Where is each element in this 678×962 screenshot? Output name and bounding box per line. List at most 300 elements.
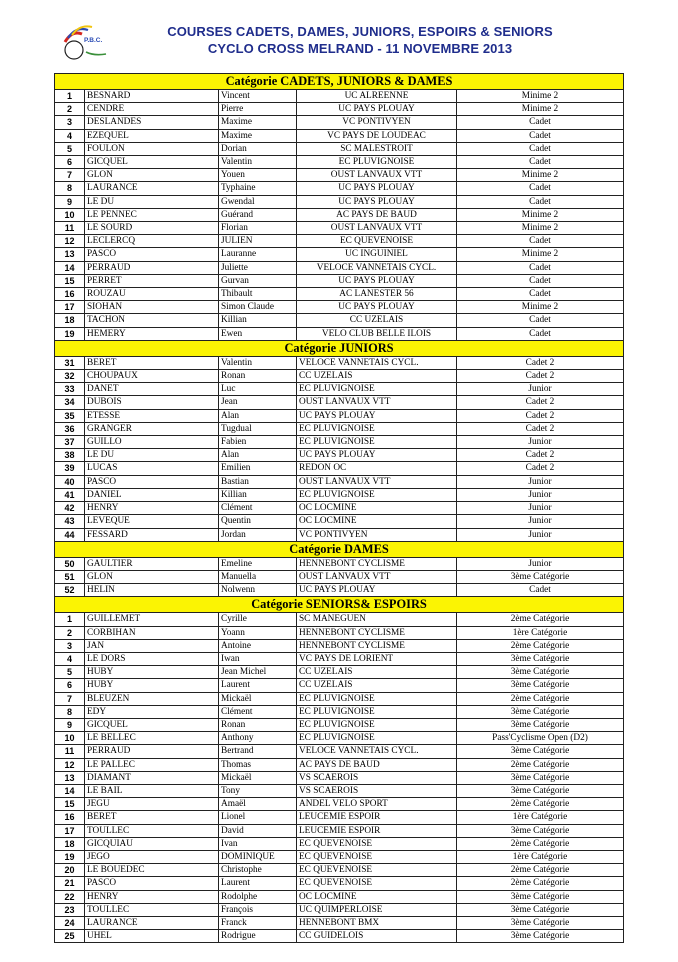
bib-number: 8 bbox=[55, 182, 85, 195]
table-row bbox=[55, 436, 624, 449]
table-row bbox=[55, 903, 624, 916]
club-name: EC PLUVIGNOISE bbox=[297, 422, 457, 435]
bib-number: 16 bbox=[55, 811, 85, 824]
table-row bbox=[55, 877, 624, 890]
table-row bbox=[55, 488, 624, 501]
club-name: VS SCAEROIS bbox=[297, 771, 457, 784]
last-name: GICQUEL bbox=[85, 156, 219, 169]
last-name: GUILLEMET bbox=[85, 613, 219, 626]
bib-number: 39 bbox=[55, 462, 85, 475]
rider-category: Junior bbox=[457, 557, 624, 570]
rider-category: Cadet bbox=[457, 261, 624, 274]
table-row bbox=[55, 475, 624, 488]
rider-category: 3ème Catégorie bbox=[457, 570, 624, 583]
first-name: Franck bbox=[219, 916, 297, 929]
club-name: EC QUEVENOISE bbox=[297, 235, 457, 248]
first-name: Jordan bbox=[219, 528, 297, 541]
bib-number: 42 bbox=[55, 502, 85, 515]
last-name: BERET bbox=[85, 356, 219, 369]
club-name: OUST LANVAUX VTT bbox=[297, 570, 457, 583]
rider-category: 3ème Catégorie bbox=[457, 784, 624, 797]
table-row bbox=[55, 705, 624, 718]
bib-number: 2 bbox=[55, 626, 85, 639]
rider-category: Pass'Cyclisme Open (D2) bbox=[457, 732, 624, 745]
rider-category: Cadet 2 bbox=[457, 449, 624, 462]
table-row bbox=[55, 261, 624, 274]
bib-number: 23 bbox=[55, 903, 85, 916]
club-name: VS SCAEROIS bbox=[297, 784, 457, 797]
table-row bbox=[55, 732, 624, 745]
table-row bbox=[55, 129, 624, 142]
last-name: PASCO bbox=[85, 248, 219, 261]
club-name: EC QUEVENOISE bbox=[297, 864, 457, 877]
bib-number: 19 bbox=[55, 850, 85, 863]
last-name: GAULTIER bbox=[85, 557, 219, 570]
table-row bbox=[55, 116, 624, 129]
table-row bbox=[55, 288, 624, 301]
rider-category: Cadet bbox=[457, 584, 624, 597]
last-name: GLON bbox=[85, 570, 219, 583]
club-name: OUST LANVAUX VTT bbox=[297, 222, 457, 235]
first-name: Pierre bbox=[219, 103, 297, 116]
rider-category: 3ème Catégorie bbox=[457, 890, 624, 903]
club-name: UC PAYS PLOUAY bbox=[297, 409, 457, 422]
club-name: VC PONTIVYEN bbox=[297, 528, 457, 541]
table-row bbox=[55, 169, 624, 182]
table-row bbox=[55, 824, 624, 837]
club-name: VC PONTIVYEN bbox=[297, 116, 457, 129]
club-name: UC QUIMPERLOISE bbox=[297, 903, 457, 916]
club-name: HENNEBONT CYCLISME bbox=[297, 639, 457, 652]
table-row bbox=[55, 208, 624, 221]
table-row bbox=[55, 370, 624, 383]
first-name: David bbox=[219, 824, 297, 837]
rider-category: 3ème Catégorie bbox=[457, 745, 624, 758]
club-name: UC PAYS PLOUAY bbox=[297, 274, 457, 287]
table-row bbox=[55, 811, 624, 824]
first-name: Valentin bbox=[219, 156, 297, 169]
first-name: Alan bbox=[219, 449, 297, 462]
rider-category: Cadet bbox=[457, 288, 624, 301]
bib-number: 17 bbox=[55, 824, 85, 837]
table-row bbox=[55, 557, 624, 570]
club-name: VC PAYS DE LOUDEAC bbox=[297, 129, 457, 142]
rider-category: Cadet bbox=[457, 129, 624, 142]
table-row bbox=[55, 502, 624, 515]
rider-category: 2ème Catégorie bbox=[457, 798, 624, 811]
rider-category: Cadet 2 bbox=[457, 356, 624, 369]
last-name: EDY bbox=[85, 705, 219, 718]
last-name: JEGO bbox=[85, 850, 219, 863]
club-name: UC PAYS PLOUAY bbox=[297, 584, 457, 597]
bib-number: 32 bbox=[55, 370, 85, 383]
first-name: Tony bbox=[219, 784, 297, 797]
club-name: EC PLUVIGNOISE bbox=[297, 383, 457, 396]
first-name: Jean bbox=[219, 396, 297, 409]
bib-number: 7 bbox=[55, 692, 85, 705]
last-name: LE BAIL bbox=[85, 784, 219, 797]
rider-category: Cadet bbox=[457, 142, 624, 155]
first-name: Bertrand bbox=[219, 745, 297, 758]
rider-category: 3ème Catégorie bbox=[457, 916, 624, 929]
bib-number: 17 bbox=[55, 301, 85, 314]
table-row bbox=[55, 864, 624, 877]
bib-number: 44 bbox=[55, 528, 85, 541]
section-header bbox=[55, 597, 624, 613]
table-row bbox=[55, 639, 624, 652]
club-name: HENNEBONT CYCLISME bbox=[297, 626, 457, 639]
rider-category: 3ème Catégorie bbox=[457, 930, 624, 943]
last-name: BESNARD bbox=[85, 90, 219, 103]
last-name: TOULLEC bbox=[85, 824, 219, 837]
first-name: Rodrigue bbox=[219, 930, 297, 943]
last-name: DUBOIS bbox=[85, 396, 219, 409]
first-name: Florian bbox=[219, 222, 297, 235]
club-name: VELOCE VANNETAIS CYCL. bbox=[297, 356, 457, 369]
table-row bbox=[55, 798, 624, 811]
first-name: Killian bbox=[219, 314, 297, 327]
rider-category: 1ère Catégorie bbox=[457, 626, 624, 639]
club-name: LEUCEMIE ESPOIR bbox=[297, 811, 457, 824]
last-name: LE BELLEC bbox=[85, 732, 219, 745]
bib-number: 13 bbox=[55, 771, 85, 784]
last-name: LE DORS bbox=[85, 652, 219, 665]
last-name: HENRY bbox=[85, 502, 219, 515]
club-name: VELOCE VANNETAIS CYCL. bbox=[297, 261, 457, 274]
rider-category: 1ère Catégorie bbox=[457, 850, 624, 863]
table-row bbox=[55, 235, 624, 248]
first-name: Ronan bbox=[219, 718, 297, 731]
first-name: Vincent bbox=[219, 90, 297, 103]
rider-category: 3ème Catégorie bbox=[457, 903, 624, 916]
last-name: LAURANCE bbox=[85, 182, 219, 195]
rider-category: 2ème Catégorie bbox=[457, 692, 624, 705]
club-name: HENNEBONT CYCLISME bbox=[297, 557, 457, 570]
club-name: UC PAYS PLOUAY bbox=[297, 195, 457, 208]
rider-category: Cadet bbox=[457, 195, 624, 208]
first-name: Ronan bbox=[219, 370, 297, 383]
first-name: Cyrille bbox=[219, 613, 297, 626]
last-name: PASCO bbox=[85, 877, 219, 890]
first-name: Mickaël bbox=[219, 771, 297, 784]
bib-number: 1 bbox=[55, 613, 85, 626]
section-header bbox=[55, 340, 624, 356]
table-row bbox=[55, 679, 624, 692]
first-name: Amaël bbox=[219, 798, 297, 811]
club-name: ANDEL VELO SPORT bbox=[297, 798, 457, 811]
document-title: COURSES CADETS, DAMES, JUNIORS, ESPOIRS & SENIORS bbox=[167, 24, 553, 39]
first-name: Guérand bbox=[219, 208, 297, 221]
table-row bbox=[55, 356, 624, 369]
last-name: HUBY bbox=[85, 666, 219, 679]
club-name: HENNEBONT BMX bbox=[297, 916, 457, 929]
last-name: ETESSE bbox=[85, 409, 219, 422]
bib-number: 4 bbox=[55, 129, 85, 142]
first-name: JULIEN bbox=[219, 235, 297, 248]
bib-number: 9 bbox=[55, 195, 85, 208]
first-name: Laurent bbox=[219, 679, 297, 692]
bib-number: 15 bbox=[55, 274, 85, 287]
bib-number: 2 bbox=[55, 103, 85, 116]
first-name: Juliette bbox=[219, 261, 297, 274]
bib-number: 15 bbox=[55, 798, 85, 811]
club-name: CC UZELAIS bbox=[297, 370, 457, 383]
first-name: Gwendal bbox=[219, 195, 297, 208]
bib-number: 38 bbox=[55, 449, 85, 462]
bib-number: 8 bbox=[55, 705, 85, 718]
rider-category: 3ème Catégorie bbox=[457, 679, 624, 692]
bib-number: 35 bbox=[55, 409, 85, 422]
last-name: LE BOUEDEC bbox=[85, 864, 219, 877]
table-row bbox=[55, 195, 624, 208]
first-name: Rodolphe bbox=[219, 890, 297, 903]
rider-category: Minime 2 bbox=[457, 248, 624, 261]
last-name: LEVEQUE bbox=[85, 515, 219, 528]
first-name: Ivan bbox=[219, 837, 297, 850]
rider-category: Junior bbox=[457, 488, 624, 501]
table-row bbox=[55, 584, 624, 597]
first-name: Ewen bbox=[219, 327, 297, 340]
rider-category: Minime 2 bbox=[457, 208, 624, 221]
rider-category: Minime 2 bbox=[457, 301, 624, 314]
club-name: AC PAYS DE BAUD bbox=[297, 208, 457, 221]
bib-number: 7 bbox=[55, 169, 85, 182]
first-name: Fabien bbox=[219, 436, 297, 449]
table-row bbox=[55, 758, 624, 771]
club-name: LEUCEMIE ESPOIR bbox=[297, 824, 457, 837]
bib-number: 22 bbox=[55, 890, 85, 903]
bib-number: 5 bbox=[55, 666, 85, 679]
first-name: Lauranne bbox=[219, 248, 297, 261]
first-name: Alan bbox=[219, 409, 297, 422]
last-name: GICQUIAU bbox=[85, 837, 219, 850]
rider-category: Cadet bbox=[457, 327, 624, 340]
last-name: LUCAS bbox=[85, 462, 219, 475]
rider-category: Junior bbox=[457, 502, 624, 515]
last-name: TACHON bbox=[85, 314, 219, 327]
rider-category: Cadet 2 bbox=[457, 370, 624, 383]
rider-category: Cadet bbox=[457, 116, 624, 129]
section-header bbox=[55, 74, 624, 90]
rider-category: Minime 2 bbox=[457, 169, 624, 182]
bib-number: 21 bbox=[55, 877, 85, 890]
club-name: OUST LANVAUX VTT bbox=[297, 169, 457, 182]
club-name: UC PAYS PLOUAY bbox=[297, 182, 457, 195]
bib-number: 36 bbox=[55, 422, 85, 435]
table-row bbox=[55, 314, 624, 327]
table-row bbox=[55, 515, 624, 528]
bib-number: 52 bbox=[55, 584, 85, 597]
table-row bbox=[55, 626, 624, 639]
bib-number: 4 bbox=[55, 652, 85, 665]
last-name: GICQUEL bbox=[85, 718, 219, 731]
club-name: EC PLUVIGNOISE bbox=[297, 156, 457, 169]
last-name: JEGU bbox=[85, 798, 219, 811]
rider-category: 3ème Catégorie bbox=[457, 652, 624, 665]
first-name: Clément bbox=[219, 502, 297, 515]
first-name: Simon Claude bbox=[219, 301, 297, 314]
club-name: REDON OC bbox=[297, 462, 457, 475]
first-name: Christophe bbox=[219, 864, 297, 877]
bib-number: 6 bbox=[55, 679, 85, 692]
table-row bbox=[55, 718, 624, 731]
club-name: CC UZELAIS bbox=[297, 666, 457, 679]
last-name: GLON bbox=[85, 169, 219, 182]
first-name: Emilien bbox=[219, 462, 297, 475]
first-name: DOMINIQUE bbox=[219, 850, 297, 863]
section-header bbox=[55, 541, 624, 557]
bib-number: 16 bbox=[55, 288, 85, 301]
club-name: EC QUEVENOISE bbox=[297, 877, 457, 890]
club-name: UC PAYS PLOUAY bbox=[297, 103, 457, 116]
table-row bbox=[55, 666, 624, 679]
last-name: DIAMANT bbox=[85, 771, 219, 784]
rider-category: 2ème Catégorie bbox=[457, 864, 624, 877]
last-name: GRANGER bbox=[85, 422, 219, 435]
rider-category: Minime 2 bbox=[457, 103, 624, 116]
rider-category: 2ème Catégorie bbox=[457, 639, 624, 652]
bib-number: 5 bbox=[55, 142, 85, 155]
club-name: EC QUEVENOISE bbox=[297, 837, 457, 850]
entries-table bbox=[54, 73, 623, 943]
last-name: CORBIHAN bbox=[85, 626, 219, 639]
bib-number: 31 bbox=[55, 356, 85, 369]
club-name: CC UZELAIS bbox=[297, 679, 457, 692]
rider-category: Cadet 2 bbox=[457, 396, 624, 409]
first-name: Lionel bbox=[219, 811, 297, 824]
bib-number: 43 bbox=[55, 515, 85, 528]
first-name: Quentin bbox=[219, 515, 297, 528]
document-subtitle: CYCLO CROSS MELRAND - 11 NOVEMBRE 2013 bbox=[207, 41, 513, 56]
first-name: Bastian bbox=[219, 475, 297, 488]
table-row bbox=[55, 784, 624, 797]
club-name: OC LOCMINE bbox=[297, 502, 457, 515]
table-row bbox=[55, 103, 624, 116]
table-row bbox=[55, 916, 624, 929]
bib-number: 33 bbox=[55, 383, 85, 396]
first-name: Valentin bbox=[219, 356, 297, 369]
table-row bbox=[55, 274, 624, 287]
rider-category: Junior bbox=[457, 475, 624, 488]
first-name: Laurent bbox=[219, 877, 297, 890]
rider-category: 3ème Catégorie bbox=[457, 824, 624, 837]
table-row bbox=[55, 652, 624, 665]
bib-number: 18 bbox=[55, 314, 85, 327]
rider-category: Minime 2 bbox=[457, 90, 624, 103]
rider-category: 3ème Catégorie bbox=[457, 718, 624, 731]
club-name: UC PAYS PLOUAY bbox=[297, 449, 457, 462]
rider-category: 3ème Catégorie bbox=[457, 666, 624, 679]
last-name: UHEL bbox=[85, 930, 219, 943]
first-name: Anthony bbox=[219, 732, 297, 745]
bib-number: 24 bbox=[55, 916, 85, 929]
first-name: Mickaël bbox=[219, 692, 297, 705]
first-name: Tugdual bbox=[219, 422, 297, 435]
rider-category: Junior bbox=[457, 528, 624, 541]
bib-number: 13 bbox=[55, 248, 85, 261]
table-row bbox=[55, 462, 624, 475]
club-name: UC ALREENNE bbox=[297, 90, 457, 103]
last-name: HENRY bbox=[85, 890, 219, 903]
logo-text: P.B.C. bbox=[84, 37, 103, 44]
club-name: EC QUEVENOISE bbox=[297, 850, 457, 863]
first-name: Emeline bbox=[219, 557, 297, 570]
first-name: Yoann bbox=[219, 626, 297, 639]
bib-number: 19 bbox=[55, 327, 85, 340]
table-row bbox=[55, 613, 624, 626]
section-title: Catégorie JUNIORS bbox=[55, 340, 624, 356]
first-name: Maxime bbox=[219, 116, 297, 129]
first-name: Clément bbox=[219, 705, 297, 718]
section-title: Catégorie SENIORS& ESPOIRS bbox=[55, 597, 624, 613]
last-name: DANET bbox=[85, 383, 219, 396]
rider-category: Cadet bbox=[457, 314, 624, 327]
rider-category: Cadet bbox=[457, 182, 624, 195]
rider-category: 2ème Catégorie bbox=[457, 613, 624, 626]
first-name: Typhaine bbox=[219, 182, 297, 195]
club-name: EC PLUVIGNOISE bbox=[297, 732, 457, 745]
table-row bbox=[55, 301, 624, 314]
first-name: Maxime bbox=[219, 129, 297, 142]
last-name: LE SOURD bbox=[85, 222, 219, 235]
rider-category: 3ème Catégorie bbox=[457, 705, 624, 718]
first-name: Nolwenn bbox=[219, 584, 297, 597]
table-row bbox=[55, 248, 624, 261]
last-name: DESLANDES bbox=[85, 116, 219, 129]
club-name: CC GUIDELOIS bbox=[297, 930, 457, 943]
last-name: FESSARD bbox=[85, 528, 219, 541]
club-name: UC INGUINIEL bbox=[297, 248, 457, 261]
bib-number: 3 bbox=[55, 116, 85, 129]
last-name: HELIN bbox=[85, 584, 219, 597]
rider-category: 1ère Catégorie bbox=[457, 811, 624, 824]
rider-category: Junior bbox=[457, 383, 624, 396]
club-name: VC PAYS DE LORIENT bbox=[297, 652, 457, 665]
table-row bbox=[55, 692, 624, 705]
last-name: LE PALLEC bbox=[85, 758, 219, 771]
rider-category: Minime 2 bbox=[457, 222, 624, 235]
table-row bbox=[55, 771, 624, 784]
last-name: PASCO bbox=[85, 475, 219, 488]
bib-number: 51 bbox=[55, 570, 85, 583]
last-name: ROUZAU bbox=[85, 288, 219, 301]
bib-number: 11 bbox=[55, 222, 85, 235]
bib-number: 40 bbox=[55, 475, 85, 488]
last-name: JAN bbox=[85, 639, 219, 652]
last-name: LE DU bbox=[85, 449, 219, 462]
bib-number: 9 bbox=[55, 718, 85, 731]
last-name: DANIEL bbox=[85, 488, 219, 501]
last-name: BLEUZEN bbox=[85, 692, 219, 705]
last-name: TOULLEC bbox=[85, 903, 219, 916]
table-row bbox=[55, 449, 624, 462]
last-name: FOULON bbox=[85, 142, 219, 155]
club-name: EC PLUVIGNOISE bbox=[297, 488, 457, 501]
table-row bbox=[55, 222, 624, 235]
club-name: EC PLUVIGNOISE bbox=[297, 705, 457, 718]
club-name: UC PAYS PLOUAY bbox=[297, 301, 457, 314]
club-name: AC LANESTER 56 bbox=[297, 288, 457, 301]
first-name: Iwan bbox=[219, 652, 297, 665]
table-row bbox=[55, 890, 624, 903]
table-row bbox=[55, 327, 624, 340]
last-name: PERRET bbox=[85, 274, 219, 287]
last-name: EZEQUEL bbox=[85, 129, 219, 142]
last-name: LE PENNEC bbox=[85, 208, 219, 221]
last-name: LAURANCE bbox=[85, 916, 219, 929]
last-name: CENDRE bbox=[85, 103, 219, 116]
club-name: VELOCE VANNETAIS CYCL. bbox=[297, 745, 457, 758]
